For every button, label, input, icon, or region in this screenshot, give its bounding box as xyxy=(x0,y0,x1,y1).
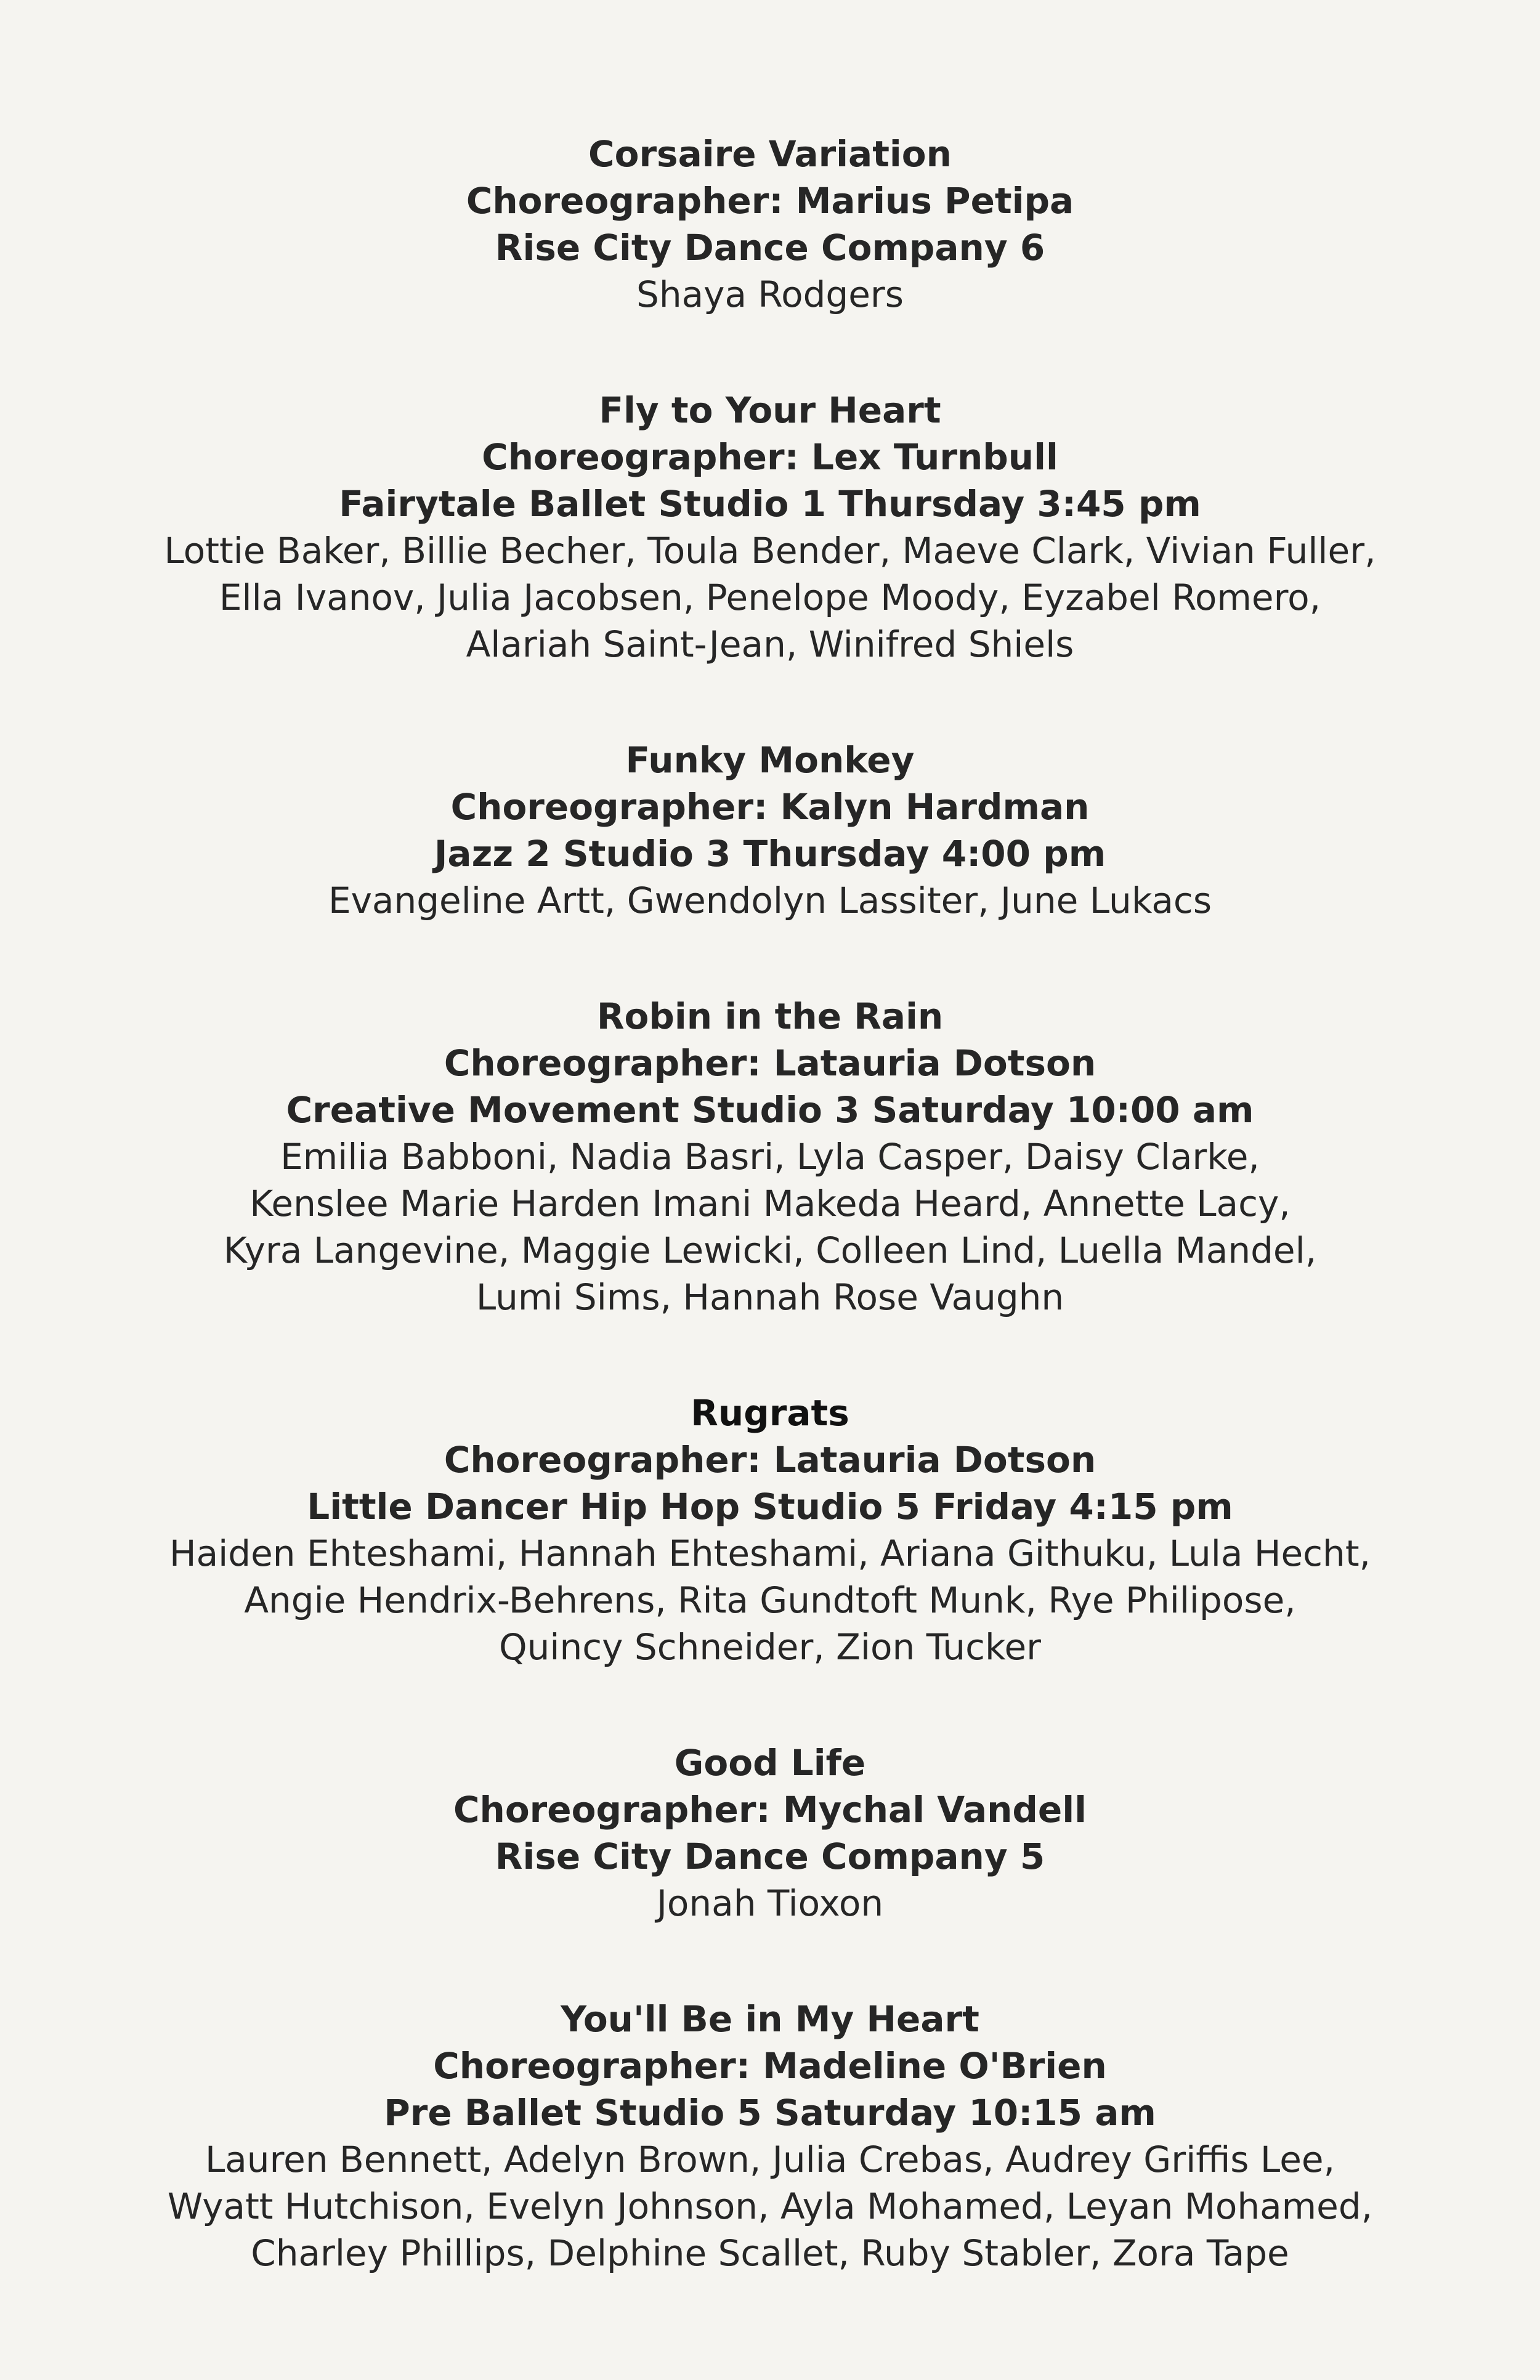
dancer-names-line: Emilia Babboni, Nadia Basri, Lyla Casper, Daisy Clarke, xyxy=(280,1136,1260,1178)
choreographer-credit: Choreographer: Latauria Dotson xyxy=(444,1439,1096,1481)
dance-title: Funky Monkey xyxy=(625,739,915,781)
dancer-names-line: Jonah Tioxon xyxy=(656,1882,884,1924)
dancer-names-line: Kenslee Marie Harden Imani Makeda Heard, Annette Lacy, xyxy=(249,1183,1291,1224)
class-info: Fairytale Ballet Studio 1 Thursday 3:45 pm xyxy=(339,483,1201,525)
class-info: Rise City Dance Company 6 xyxy=(495,227,1045,269)
dancer-names-line: Evangeline Artt, Gwendolyn Lassiter, June Lukacs xyxy=(328,880,1212,921)
program-entry-rugrats xyxy=(0,1390,1540,1670)
choreographer-credit: Choreographer: Mychal Vandell xyxy=(453,1789,1087,1831)
dancer-names-line: Lumi Sims, Hannah Rose Vaughn xyxy=(476,1276,1064,1318)
dancer-names-line: Charley Phillips, Delphine Scallet, Ruby Stabler, Zora Tape xyxy=(251,2232,1289,2274)
class-info: Creative Movement Studio 3 Saturday 10:00 am xyxy=(286,1089,1254,1131)
class-info: Pre Ballet Studio 5 Saturday 10:15 am xyxy=(384,2092,1156,2134)
dance-title: Rugrats xyxy=(691,1392,849,1434)
class-info: Rise City Dance Company 5 xyxy=(495,1836,1045,1877)
dancer-names-line: Quincy Schneider, Zion Tucker xyxy=(498,1626,1042,1668)
choreographer-credit: Choreographer: Marius Petipa xyxy=(466,180,1074,222)
dancer-names-line: Kyra Langevine, Maggie Lewicki, Colleen Lind, Luella Mandel, xyxy=(223,1229,1317,1271)
class-info: Jazz 2 Studio 3 Thursday 4:00 pm xyxy=(434,833,1106,875)
dance-title: Good Life xyxy=(674,1742,866,1784)
dance-title: You'll Be in My Heart xyxy=(561,1998,979,2040)
program-entry-robin-in-the-rain xyxy=(0,993,1540,1321)
program-entry-funky-monkey xyxy=(0,737,1540,924)
dancer-names-line: Angie Hendrix-Behrens, Rita Gundtoft Munk, Rye Philipose, xyxy=(244,1579,1296,1621)
choreographer-credit: Choreographer: Lex Turnbull xyxy=(482,436,1058,478)
program-listing xyxy=(0,131,1540,2346)
class-info: Little Dancer Hip Hop Studio 5 Friday 4:15 pm xyxy=(307,1486,1233,1528)
choreographer-credit: Choreographer: Madeline O'Brien xyxy=(433,2045,1107,2087)
dance-title: Fly to Your Heart xyxy=(599,389,941,431)
dancer-names-line: Alariah Saint-Jean, Winifred Shiels xyxy=(466,623,1074,665)
program-entry-fly-to-your-heart xyxy=(0,387,1540,668)
program-entry-youll-be-in-my-heart xyxy=(0,1996,1540,2277)
dancer-names-line: Shaya Rodgers xyxy=(636,273,904,315)
choreographer-credit: Choreographer: Latauria Dotson xyxy=(444,1042,1096,1084)
choreographer-credit: Choreographer: Kalyn Hardman xyxy=(450,786,1090,828)
dancer-names-line: Lauren Bennett, Adelyn Brown, Julia Crebas, Audrey Griffis Lee, xyxy=(205,2139,1335,2180)
dance-title: Corsaire Variation xyxy=(588,133,952,175)
dancer-names-line: Wyatt Hutchison, Evelyn Johnson, Ayla Mohamed, Leyan Mohamed, xyxy=(167,2185,1373,2227)
dancer-names-line: Ella Ivanov, Julia Jacobsen, Penelope Moody, Eyzabel Romero, xyxy=(219,577,1321,618)
dance-title: Robin in the Rain xyxy=(596,995,944,1037)
program-entry-good-life xyxy=(0,1739,1540,1927)
dancer-names-line: Haiden Ehteshami, Hannah Ehteshami, Ariana Githuku, Lula Hecht, xyxy=(169,1532,1371,1574)
program-entry-corsaire-variation xyxy=(0,131,1540,318)
dancer-names-line: Lottie Baker, Billie Becher, Toula Bender, Maeve Clark, Vivian Fuller, xyxy=(164,530,1376,572)
